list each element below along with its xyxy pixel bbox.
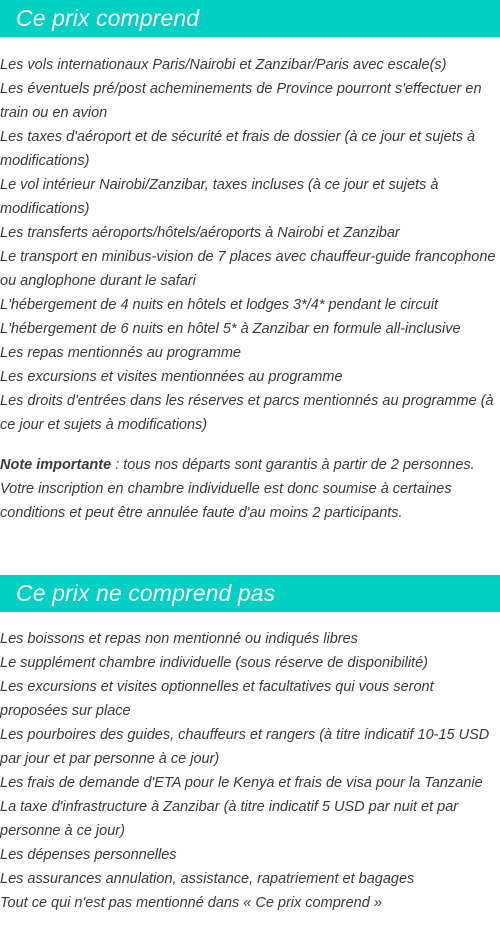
- important-note: [0, 453, 500, 525]
- included-item: Les droits d'entrées dans les réserves et parcs mentionnés au programme (à ce jour et sujets à modifications): [0, 393, 494, 433]
- included-list: [0, 53, 500, 437]
- excluded-section-header: [0, 575, 500, 612]
- included-item: Les éventuels pré/post acheminements de Province pourront s'effectuer en train ou en avion: [0, 81, 482, 121]
- excluded-item: Les boissons et repas non mentionné ou indiqués libres: [0, 631, 358, 647]
- included-item: Les taxes d'aéroport et de sécurité et frais de dossier (à ce jour et sujets à modifications): [0, 129, 476, 169]
- included-item: Les transferts aéroports/hôtels/aéroports à Nairobi et Zanzibar: [0, 225, 400, 241]
- excluded-title: Ce prix ne comprend pas: [16, 580, 276, 606]
- included-item: Le transport en minibus-vision de 7 places avec chauffeur-guide francophone ou anglophone durant le safari: [0, 249, 496, 289]
- included-title: Ce prix comprend: [16, 5, 200, 31]
- included-item: Le vol intérieur Nairobi/Zanzibar, taxes incluses (à ce jour et sujets à modifications): [0, 177, 439, 217]
- note-text: : tous nos départs sont garantis à partir de 2 personnes. Votre inscription en chambre individuelle est donc soumise à certaines conditions et peut être annulée faute d'au moins 2 participants.: [0, 457, 475, 521]
- included-section-header: [0, 0, 500, 37]
- included-item: L'hébergement de 6 nuits en hôtel 5* à Zanzibar en formule all-inclusive: [0, 321, 461, 337]
- included-item: Les vols internationaux Paris/Nairobi et Zanzibar/Paris avec escale(s): [0, 57, 447, 73]
- excluded-item: Les excursions et visites optionnelles et facultatives qui vous seront proposées sur place: [0, 679, 434, 719]
- excluded-item: Les pourboires des guides, chauffeurs et rangers (à titre indicatif 10-15 USD par jour et par personne à ce jour): [0, 727, 490, 767]
- excluded-item: Les frais de demande d'ETA pour le Kenya et frais de visa pour la Tanzanie: [0, 775, 483, 791]
- excluded-item: Les dépenses personnelles: [0, 847, 177, 863]
- included-item: L'hébergement de 4 nuits en hôtels et lodges 3*/4* pendant le circuit: [0, 297, 439, 313]
- excluded-item: Le supplément chambre individuelle (sous réserve de disponibilité): [0, 655, 428, 671]
- excluded-list: [0, 627, 500, 915]
- excluded-item: La taxe d'infrastructure à Zanzibar (à titre indicatif 5 USD par nuit et par personne à ce jour): [0, 799, 459, 839]
- included-item: Les repas mentionnés au programme: [0, 345, 241, 361]
- included-item: Les excursions et visites mentionnées au programme: [0, 369, 343, 385]
- excluded-item: Les assurances annulation, assistance, rapatriement et bagages: [0, 871, 415, 887]
- note-label: Note importante: [0, 457, 112, 473]
- excluded-item: Tout ce qui n'est pas mentionné dans « Ce prix comprend »: [0, 895, 382, 911]
